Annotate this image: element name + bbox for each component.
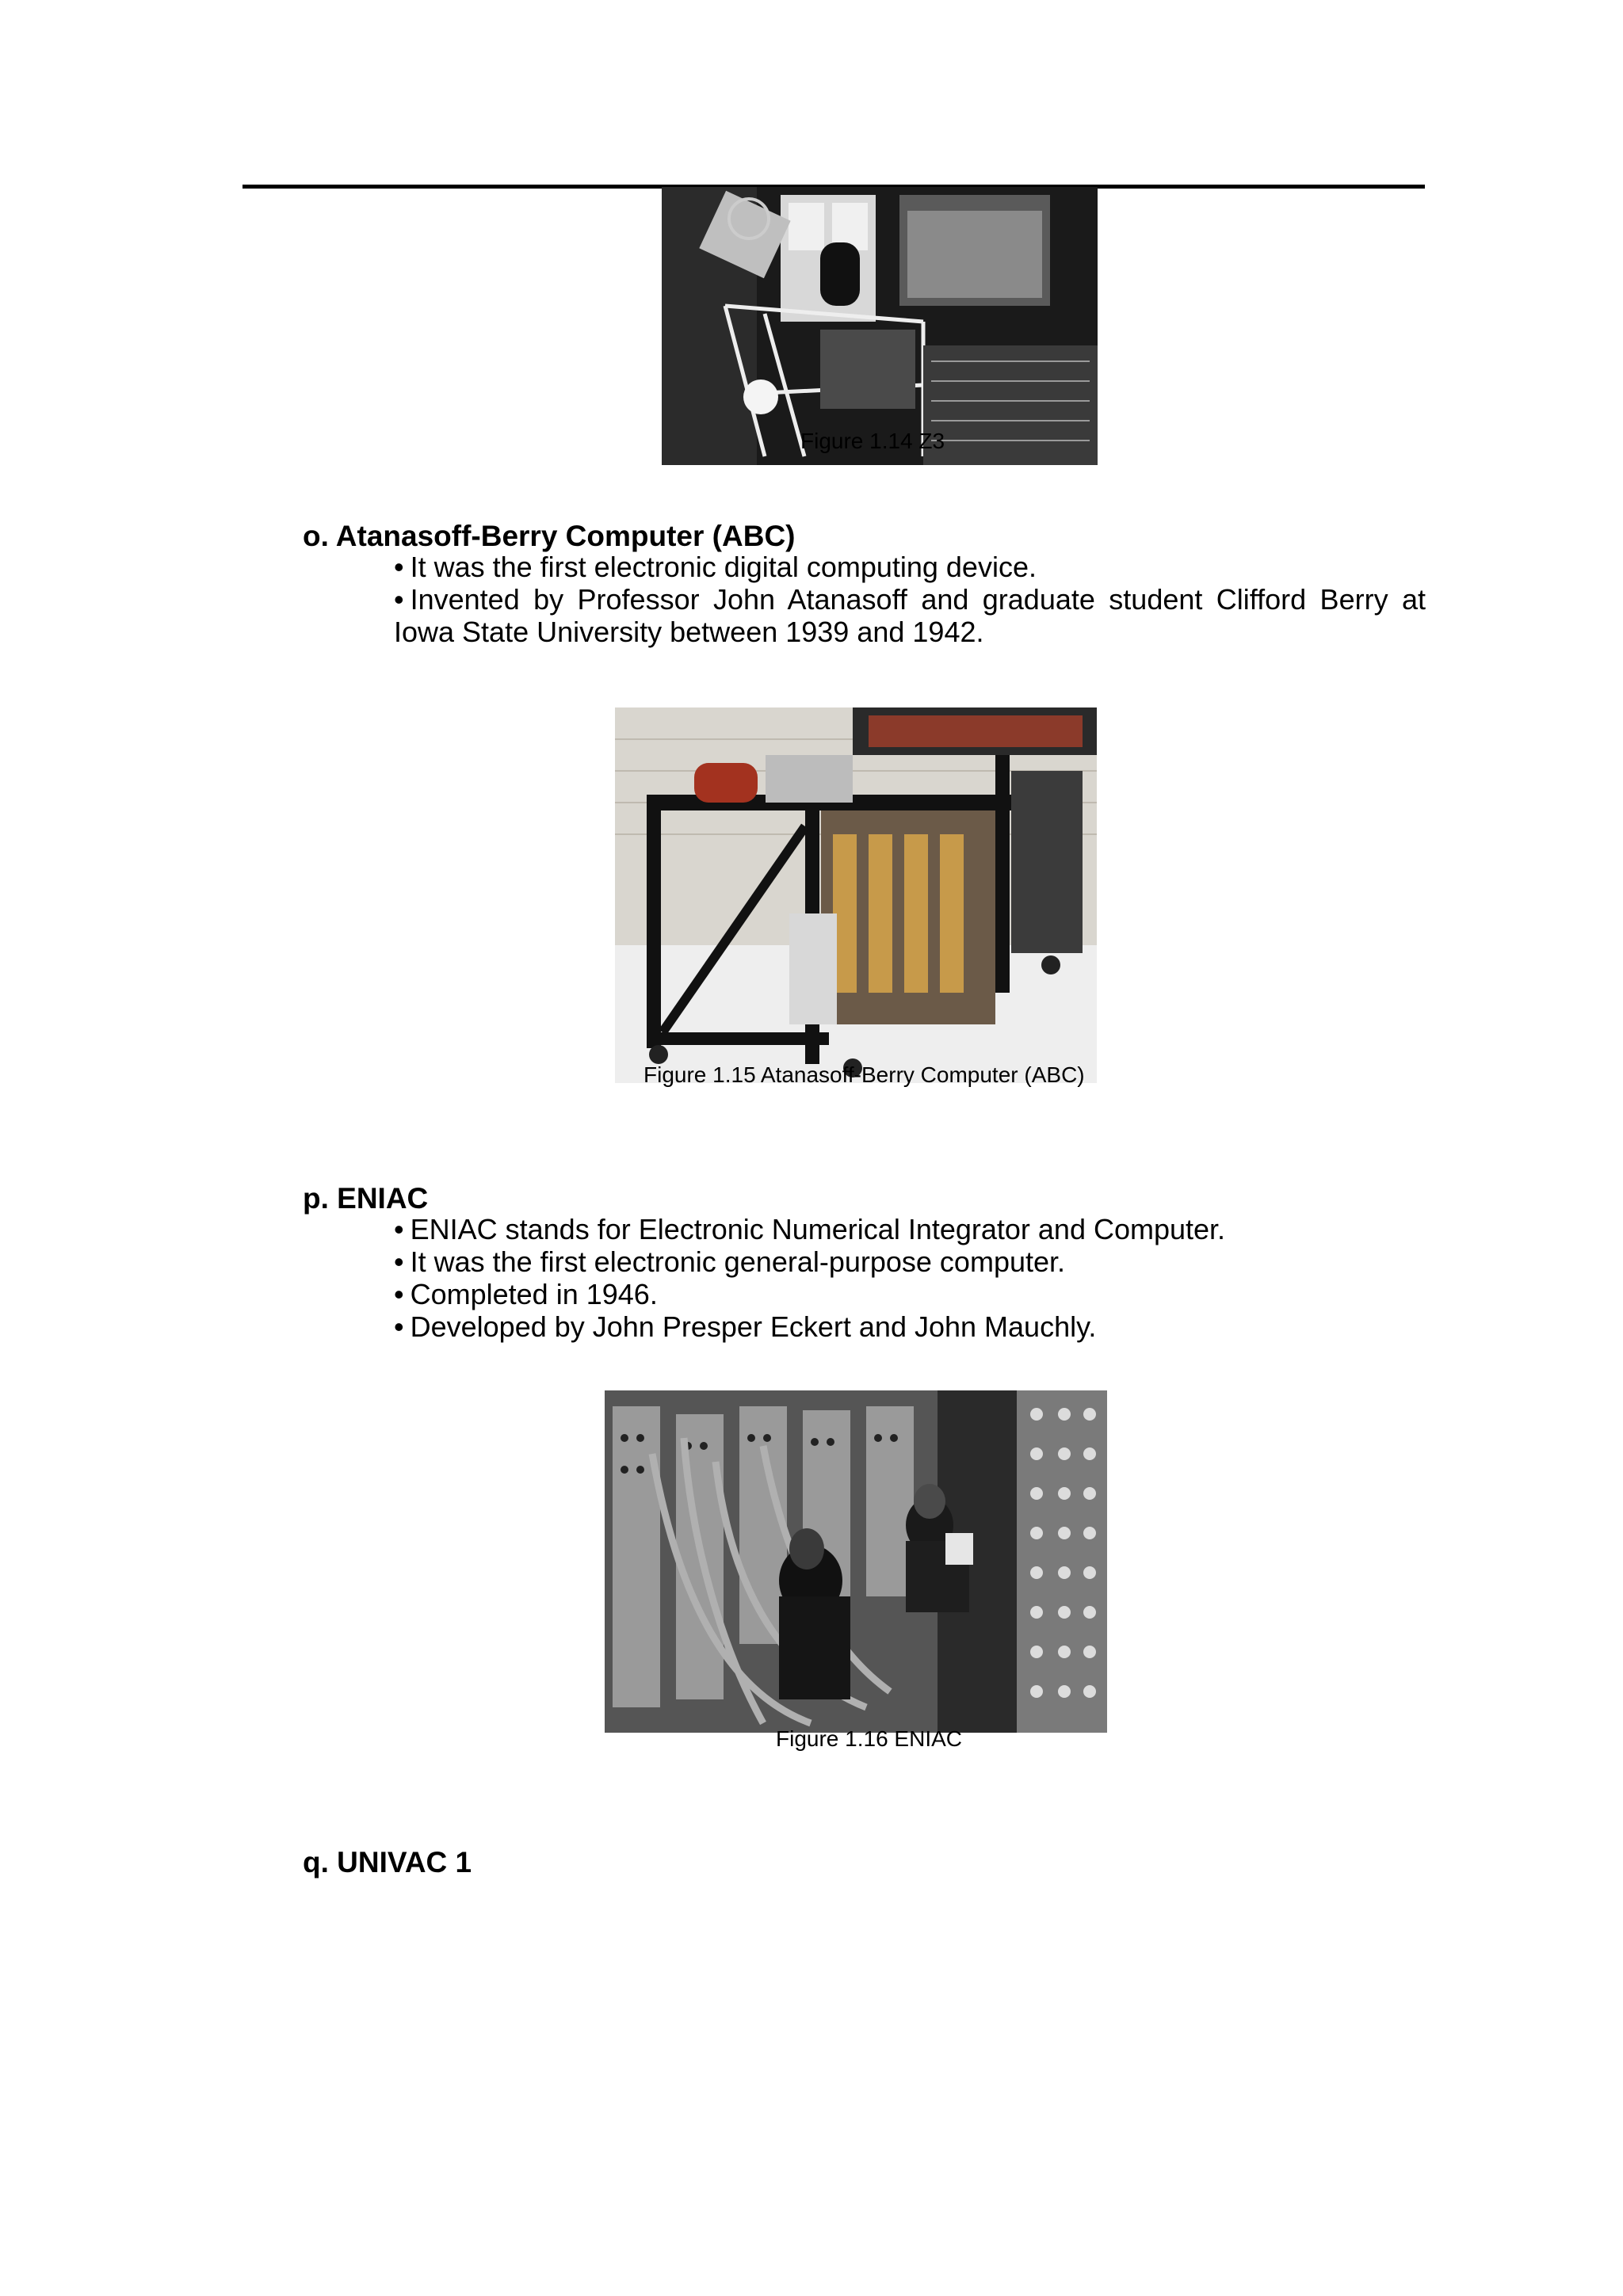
list-item — [394, 1213, 1426, 1245]
z3-photo — [662, 187, 1098, 465]
bullet-glyph: • — [394, 583, 404, 616]
list-item — [394, 1245, 1426, 1278]
section-heading-eniac: p. ENIAC — [303, 1182, 429, 1215]
bullet-text: It was the first electronic digital computing device. — [410, 551, 1037, 583]
figure-caption-eniac: Figure 1.16 ENIAC — [776, 1726, 962, 1751]
section-heading-univac: q. UNIVAC 1 — [303, 1846, 472, 1878]
bullet-text: Developed by John Presper Eckert and John Mauchly. — [410, 1310, 1097, 1343]
bullet-text: Invented by Professor John Atanasoff and graduate student Clifford Berry at Iowa State University between 1939 and 1942. — [394, 583, 1426, 648]
eniac-photo — [605, 1390, 1107, 1733]
bullet-glyph: • — [394, 1245, 404, 1278]
figure-caption-z3: Figure 1.14 Z3 — [800, 429, 945, 453]
bullet-text: It was the first electronic general-purpose computer. — [410, 1245, 1066, 1278]
abc-photo — [615, 707, 1097, 1083]
bullet-glyph: • — [394, 1213, 404, 1245]
figure-caption-abc: Figure 1.15 Atanasoff-Berry Computer (ABC) — [643, 1062, 1085, 1087]
bullet-glyph: • — [394, 551, 404, 583]
list-item — [394, 551, 1426, 583]
section-heading-abc: o. Atanasoff-Berry Computer (ABC) — [303, 520, 796, 552]
list-item — [394, 1310, 1426, 1343]
bullet-text: Completed in 1946. — [410, 1278, 658, 1310]
bullet-glyph: • — [394, 1278, 404, 1310]
abc-bullet-list — [394, 551, 1426, 648]
eniac-bullet-list — [394, 1213, 1426, 1343]
list-item — [394, 583, 1426, 648]
bullet-glyph: • — [394, 1310, 404, 1343]
bullet-text: ENIAC stands for Electronic Numerical Integrator and Computer. — [410, 1213, 1226, 1245]
list-item — [394, 1278, 1426, 1310]
